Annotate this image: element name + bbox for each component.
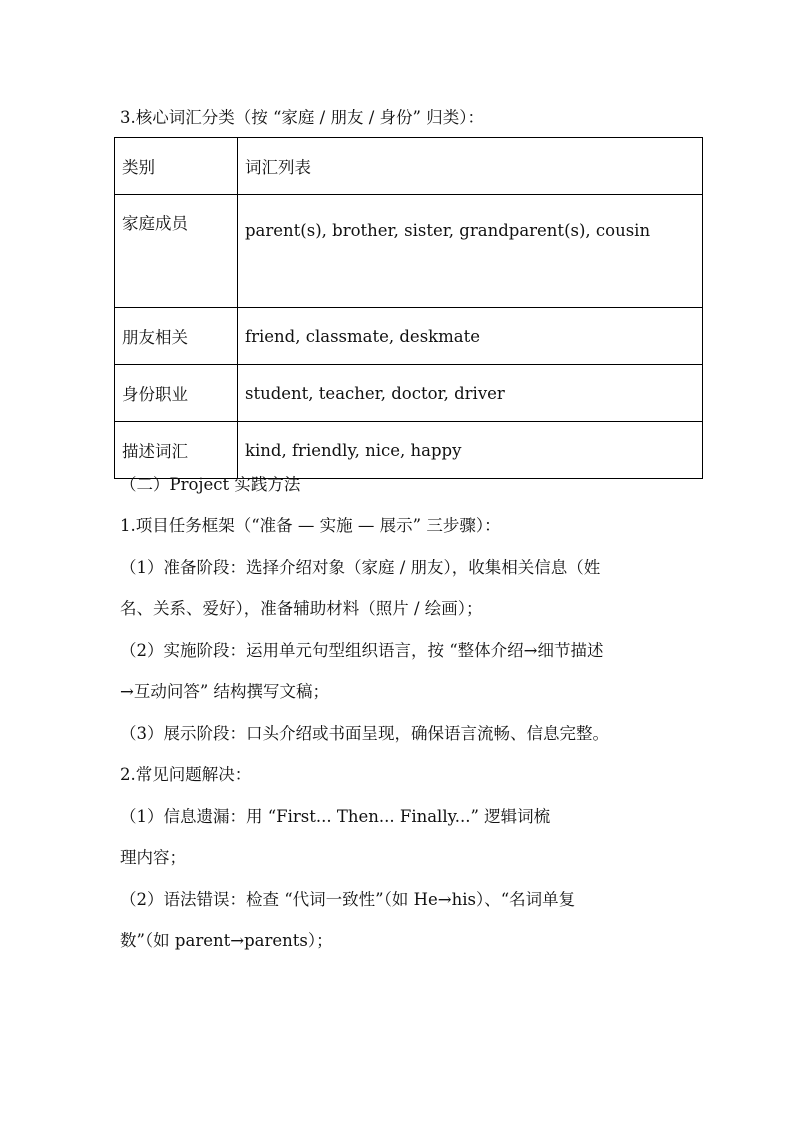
item1-heading: 1.项目任务框架（“准备 — 实施 — 展示” 三步骤）： bbox=[120, 516, 501, 535]
item2-line: 数”（如 parent→parents）； bbox=[120, 931, 333, 950]
vocabulary-table bbox=[114, 137, 703, 479]
table-row bbox=[115, 422, 703, 479]
category-cell: 家庭成员 bbox=[115, 195, 238, 308]
item2-line: 理内容； bbox=[120, 848, 186, 867]
table-row bbox=[115, 195, 703, 308]
table-header-row bbox=[115, 138, 703, 195]
section3-heading: 3.核心词汇分类（按 “家庭 / 朋友 / 身份” 归类）： bbox=[120, 108, 484, 127]
header-category-cell: 类别 bbox=[115, 138, 238, 195]
words-cell: kind, friendly, nice, happy bbox=[238, 422, 703, 479]
header-words-cell: 词汇列表 bbox=[238, 138, 703, 195]
table-row bbox=[115, 308, 703, 365]
table-row bbox=[115, 365, 703, 422]
category-cell: 描述词汇 bbox=[115, 422, 238, 479]
item2-heading: 2.常见问题解决： bbox=[120, 765, 252, 784]
item1-line: （1）准备阶段：选择介绍对象（家庭 / 朋友），收集相关信息（姓 bbox=[120, 558, 601, 577]
words-cell: friend, classmate, deskmate bbox=[238, 308, 703, 365]
category-cell: 身份职业 bbox=[115, 365, 238, 422]
item2-line: （2）语法错误：检查 “代词一致性”（如 He→his）、“名词单复 bbox=[120, 890, 576, 909]
words-cell: student, teacher, doctor, driver bbox=[238, 365, 703, 422]
item1-line: 名、关系、爱好），准备辅助材料（照片 / 绘画）； bbox=[120, 599, 483, 618]
words-cell: parent(s), brother, sister, grandparent(s), cousin bbox=[238, 195, 703, 308]
item1-line: →互动问答” 结构撰写文稿； bbox=[120, 682, 330, 701]
item2-line: （1）信息遗漏：用 “First... Then... Finally...” 逻辑词梳 bbox=[120, 807, 551, 826]
item1-line: （2）实施阶段：运用单元句型组织语言，按 “整体介绍→细节描述 bbox=[120, 641, 604, 660]
part2-heading: （二）Project 实践方法 bbox=[120, 475, 301, 494]
category-cell: 朋友相关 bbox=[115, 308, 238, 365]
item1-line: （3）展示阶段：口头介绍或书面呈现，确保语言流畅、信息完整。 bbox=[120, 724, 609, 743]
